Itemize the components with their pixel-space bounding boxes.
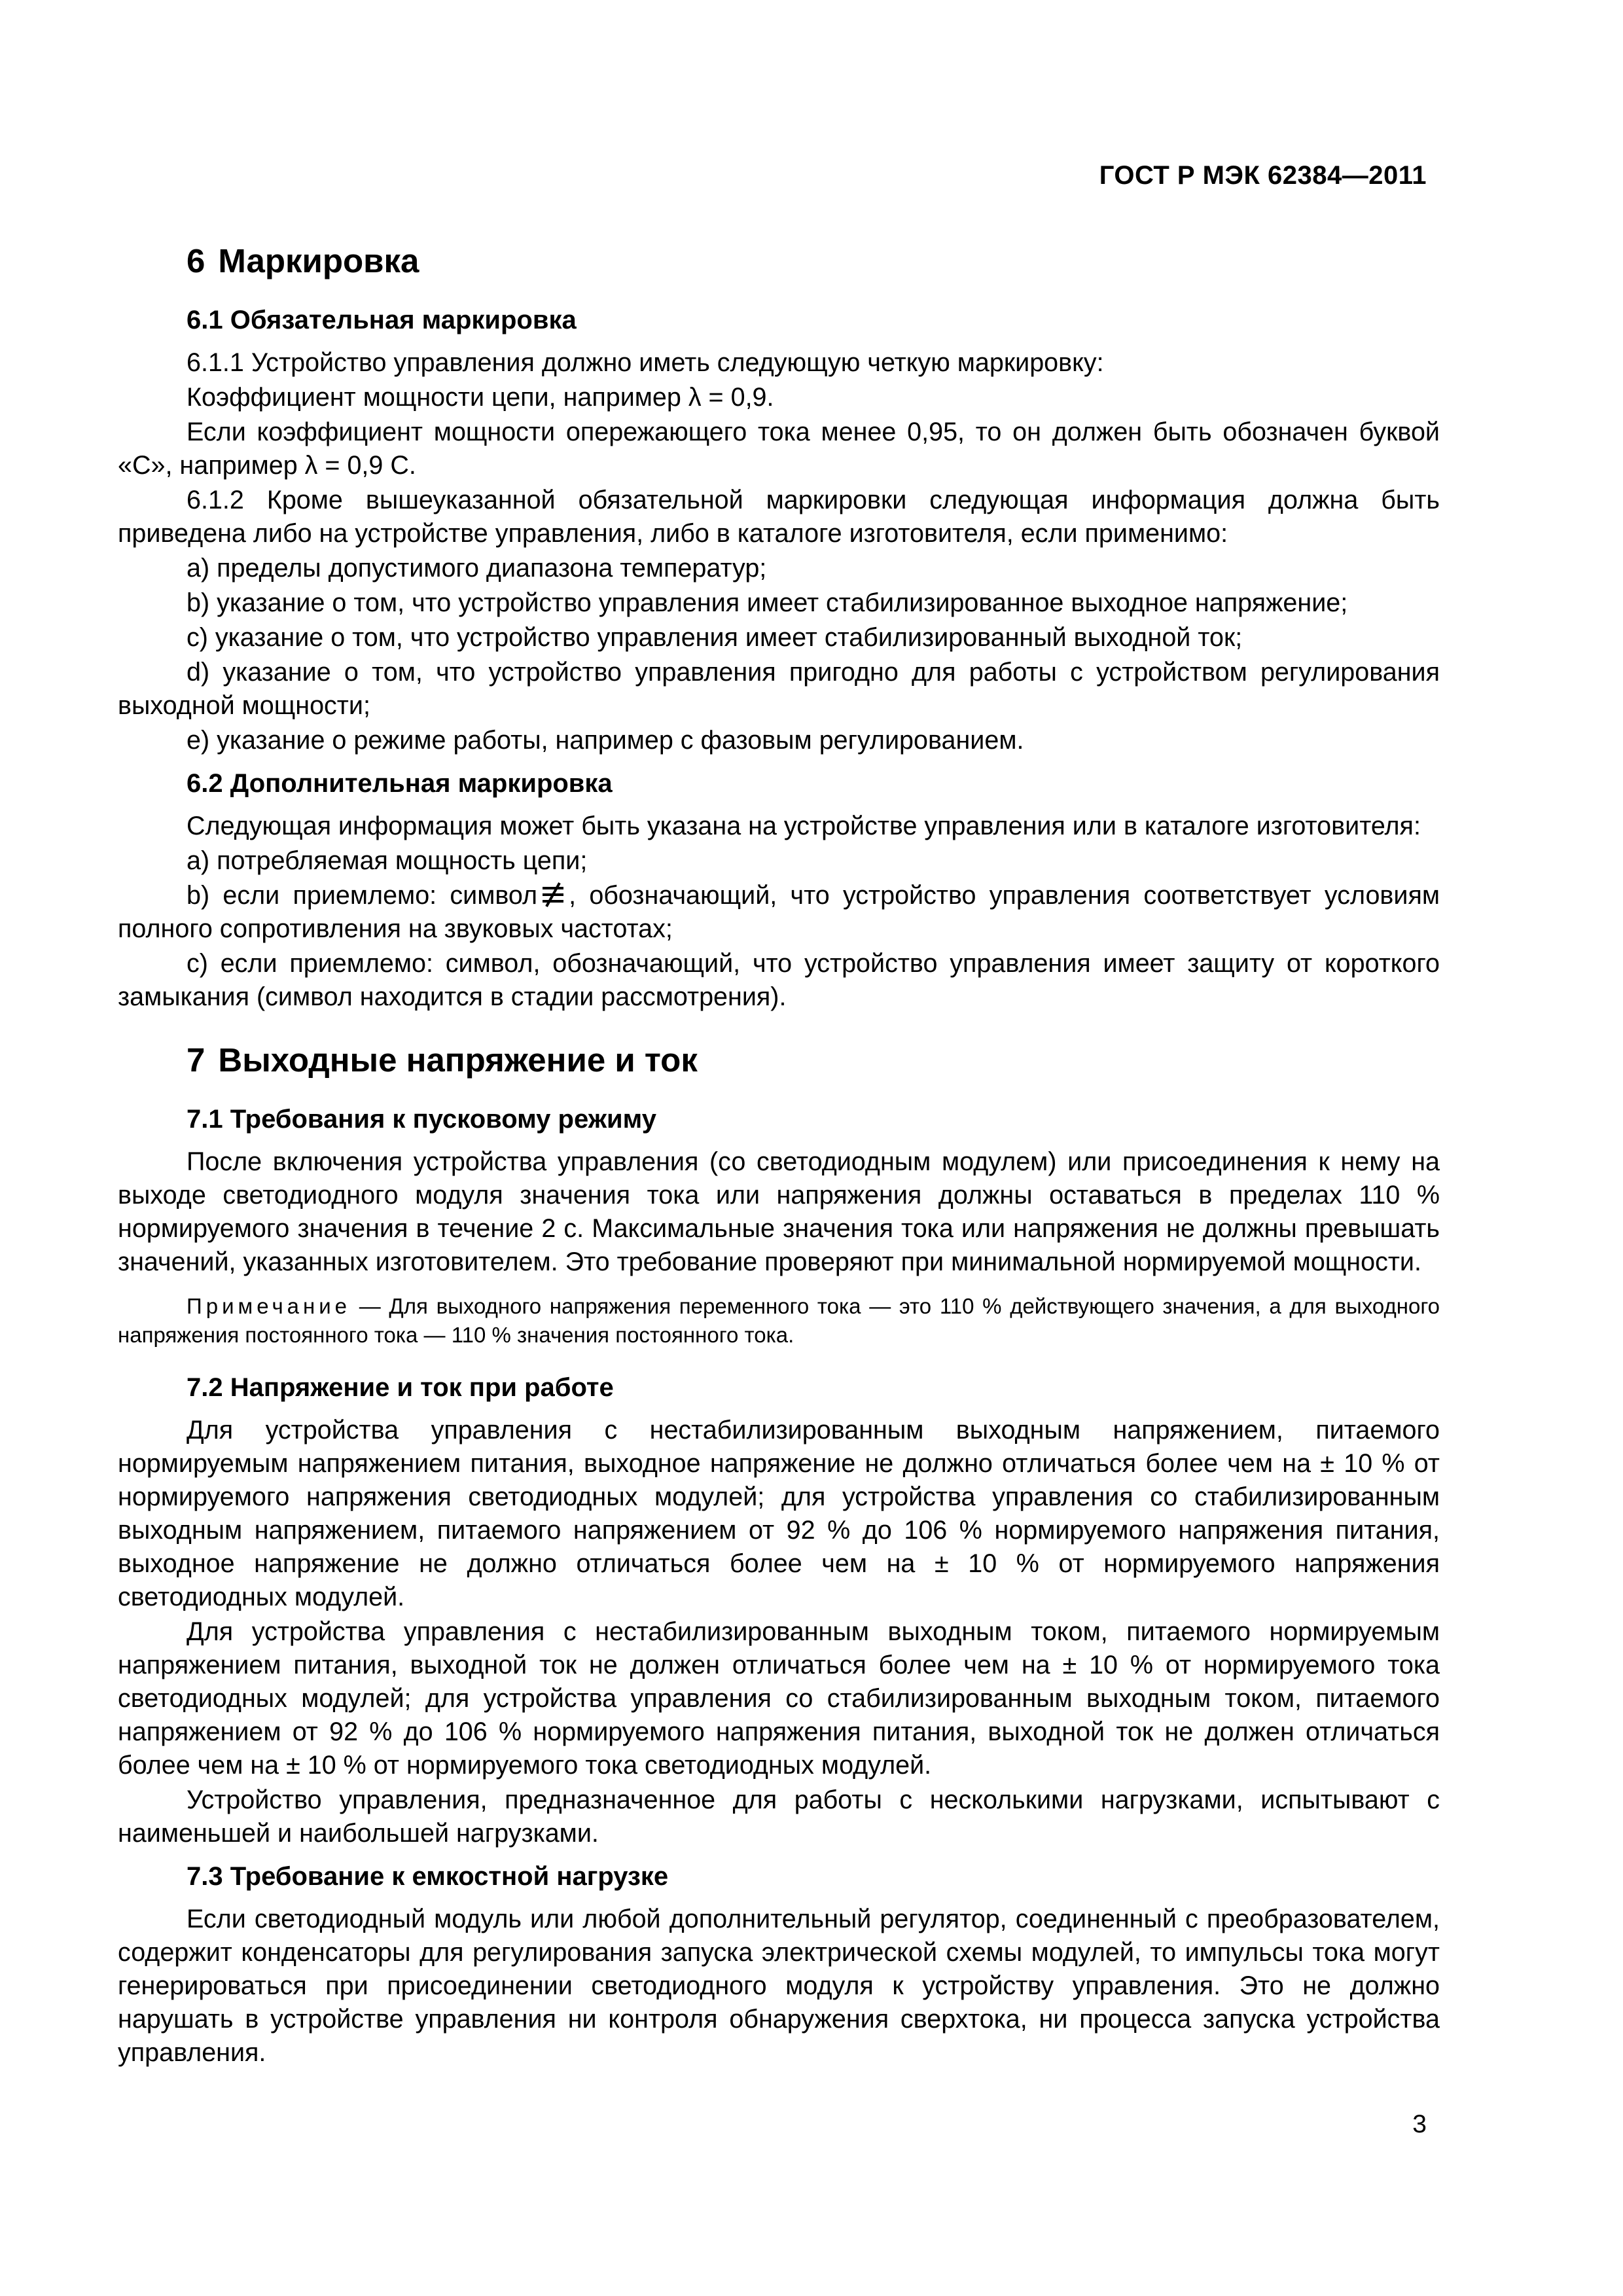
para-7-1: После включения устройства управления (со светодиодным модулем) или присоединения к нему на выходе светодиодного модуля значения тока или напряжения должны оставаться в пределах 110 % нормируемого значения в течение 2 с. Максимальные значения тока или напряжения не должны превышать значений, указанных изготовителем. Это требование проверяют при минимальной нормируемой мощности. [118, 1147, 1440, 1277]
list-item-6-1-d: d) указание о том, что устройство управления пригодно для работы с устройством регулирования выходной мощности; [118, 658, 1440, 721]
list-item-6-2-a: a) потребляемая мощность цепи; [187, 846, 588, 876]
list-item-6-2-b-end: , обозначающий, что устройство управления соответствует условиям полного сопротивления на звуковых частотах; [118, 881, 1440, 944]
section-6-heading [118, 241, 1440, 281]
document-code-header: ГОСТ Р МЭК 62384—2011 [1099, 161, 1427, 190]
document-body [118, 241, 1440, 2071]
section-7-title: Выходные напряжение и ток [218, 1041, 698, 1079]
note-7-1 [118, 1292, 1440, 1350]
list-item-6-1-b: b) указание о том, что устройство управления имеет стабилизированное выходное напряжение; [187, 588, 1348, 618]
para-7-2-current: Для устройства управления с нестабилизированным выходным током, питаемого нормируемым напряжением питания, выходной ток не должен отличаться более чем на ± 10 % от нормируемого тока светодиодных модулей; для устройства управления со стабилизированным выходным током, питаемого напряжением от 92 % до 106 % нормируемого напряжения питания, выходной ток не должен отличаться более чем на ± 10 % от нормируемого тока светодиодных модулей. [118, 1617, 1440, 1780]
para-6-2-intro: Следующая информация может быть указана на устройстве управления или в каталоге изготовителя: [187, 812, 1421, 841]
subsection-7-1-heading: 7.1 Требования к пусковому режиму [187, 1105, 656, 1134]
section-7-heading [118, 1040, 1440, 1080]
list-item-6-2-b [118, 879, 1440, 946]
note-text: — Для выходного напряжения переменного тока — это 110 % действующего значения, а для выходного напряжения постоянного тока — 110 % значения постоянного тока. [118, 1294, 1440, 1348]
section-7-number: 7 [187, 1041, 205, 1079]
para-power-factor: Коэффициент мощности цепи, например λ = 0,9. [187, 383, 774, 412]
section-6-title: Маркировка [218, 242, 419, 279]
list-item-6-1-c: c) указание о том, что устройство управления имеет стабилизированный выходной ток; [187, 623, 1243, 653]
subsection-6-2-heading: 6.2 Дополнительная маркировка [187, 769, 613, 798]
note-label: Примечание [187, 1294, 351, 1319]
para-7-2-loads: Устройство управления, предназначенное для работы с несколькими нагрузками, испытывают с наименьшей и наибольшей нагрузками. [118, 1785, 1440, 1848]
list-item-6-2-b-start: b) если приемлемо: символ [187, 881, 538, 910]
subsection-7-3-heading: 7.3 Требование к емкостной нагрузке [187, 1862, 669, 1892]
page-number: 3 [1412, 2110, 1427, 2138]
para-7-2-voltage: Для устройства управления с нестабилизированным выходным напряжением, питаемого нормируемым напряжением питания, выходное напряжение не должно отличаться более чем на ± 10 % от нормируемого напряжения светодиодных модулей; для устройства управления со стабилизированным выходным напряжением, питаемого напряжением от 92 % до 106 % нормируемого напряжения питания, выходное напряжение не должно отличаться более чем на ± 10 % от нормируемого напряжения светодиодных модулей. [118, 1416, 1440, 1612]
subsection-6-1-heading: 6.1 Обязательная маркировка [187, 306, 577, 335]
section-6-number: 6 [187, 242, 205, 279]
list-item-6-1-a: a) пределы допустимого диапазона температур; [187, 554, 767, 583]
para-7-3: Если светодиодный модуль или любой дополнительный регулятор, соединенный с преобразователем, содержит конденсаторы для регулирования запуска электрической схемы модулей, то импульсы тока могут генерироваться при присоединении светодиодного модуля к устройству управления. Это не должно нарушать в устройстве управления ни контроля обнаружения сверхтока, ни процесса запуска устройства управления. [118, 1905, 1440, 2068]
list-item-6-1-e: e) указание о режиме работы, например с фазовым регулированием. [187, 726, 1024, 755]
list-item-6-2-c: c) если приемлемо: символ, обозначающий, что устройство управления имеет защиту от короткого замыкания (символ находится в стадии рассмотрения). [118, 949, 1440, 1012]
audio-impedance-symbol-icon [540, 882, 566, 908]
para-6-1-2: 6.1.2 Кроме вышеуказанной обязательной маркировки следующая информация должна быть приведена либо на устройстве управления, либо в каталоге изготовителя, если применимо: [118, 486, 1440, 548]
para-6-1-1: 6.1.1 Устройство управления должно иметь следующую четкую маркировку: [187, 348, 1104, 378]
subsection-7-2-heading: 7.2 Напряжение и ток при работе [187, 1373, 614, 1403]
para-leading-current: Если коэффициент мощности опережающего тока менее 0,95, то он должен быть обозначен буквой «С», например λ = 0,9 С. [118, 418, 1440, 480]
